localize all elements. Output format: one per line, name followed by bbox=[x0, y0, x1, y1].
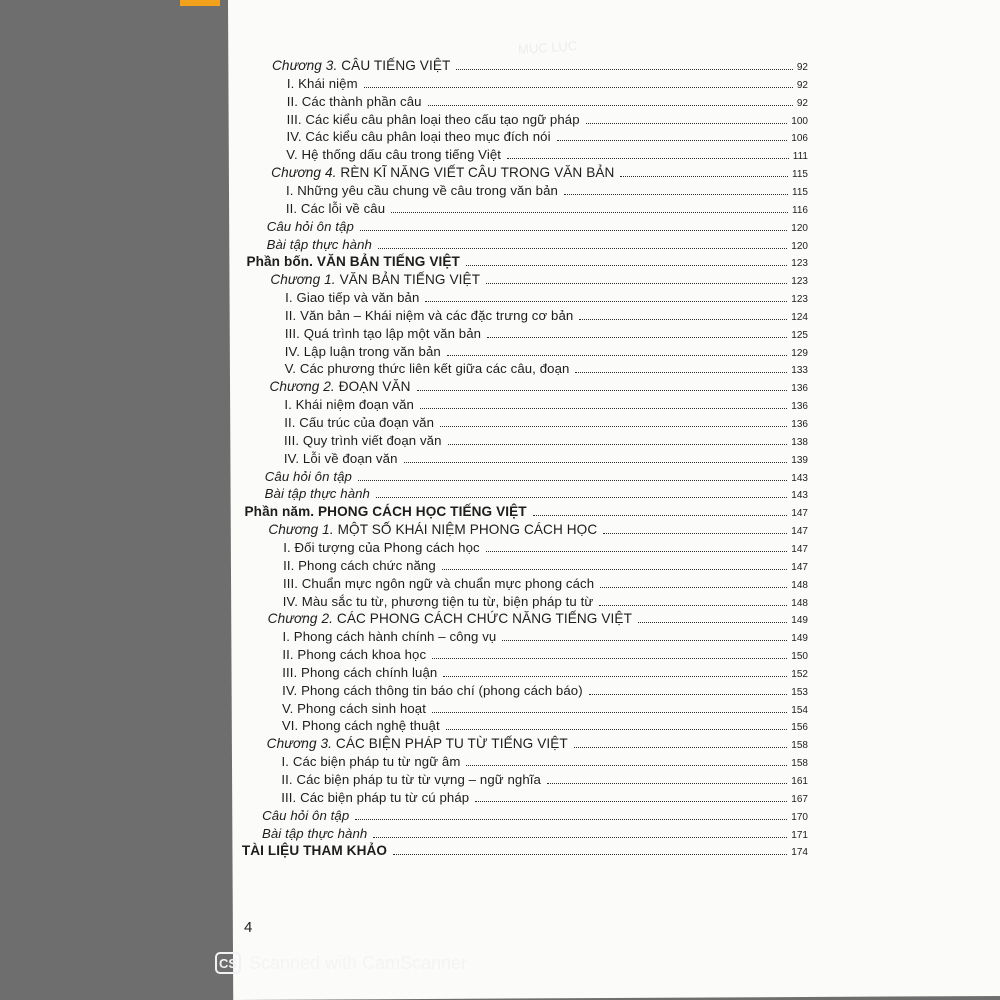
toc-entry-title bbox=[268, 522, 597, 537]
dot-leader bbox=[564, 194, 788, 195]
toc-page-number: 138 bbox=[791, 436, 808, 448]
dot-leader bbox=[420, 408, 787, 409]
dot-leader bbox=[547, 783, 787, 784]
toc-entry-title: II. Các biện pháp tu từ từ vựng – ngữ nghĩa bbox=[281, 772, 541, 787]
toc-chapter-title: RÈN KĨ NĂNG VIẾT CÂU TRONG VĂN BẢN bbox=[340, 165, 615, 181]
toc-chapter-prefix: Chương 1. bbox=[268, 522, 334, 538]
toc-chapter-prefix: Chương 3. bbox=[266, 736, 333, 752]
toc-entry-title: V. Các phương thức liên kết giữa các câu, đoạn bbox=[284, 361, 570, 377]
dot-leader bbox=[447, 355, 787, 356]
toc-page-number: 156 bbox=[791, 722, 808, 734]
toc-entry bbox=[245, 504, 809, 519]
toc-entry-title: VI. Phong cách nghệ thuật bbox=[281, 718, 440, 734]
toc-page-number: 147 bbox=[791, 508, 808, 520]
dot-leader bbox=[432, 712, 787, 713]
toc-entry bbox=[283, 576, 808, 591]
toc-entry bbox=[242, 843, 808, 858]
toc-page-number: 115 bbox=[792, 169, 808, 181]
toc-entry-title: V. Hệ thống dấu câu trong tiếng Việt bbox=[286, 147, 502, 163]
toc-chapter-title: CÁC BIỆN PHÁP TU TỪ TIẾNG VIỆT bbox=[335, 736, 568, 752]
toc-entry-title: Phần năm. PHONG CÁCH HỌC TIẾNG VIỆT bbox=[244, 504, 527, 520]
toc-entry-title: III. Quá trình tạo lập một văn bản bbox=[284, 325, 482, 341]
toc-entry bbox=[270, 272, 808, 287]
dot-leader bbox=[579, 319, 787, 320]
toc-entry bbox=[267, 219, 808, 234]
toc-entry-title: I. Đối tượng của Phong cách học bbox=[283, 539, 480, 555]
toc-page-number: 123 bbox=[791, 276, 808, 288]
dot-leader bbox=[502, 640, 787, 641]
toc-entry-title: II. Các lỗi về câu bbox=[285, 200, 386, 216]
dot-leader bbox=[432, 658, 787, 659]
toc-entry bbox=[287, 94, 808, 109]
toc-entry bbox=[285, 326, 808, 341]
toc-page-number: 167 bbox=[791, 793, 808, 805]
toc-entry-title: Câu hỏi ôn tập bbox=[266, 218, 354, 234]
camscanner-watermark bbox=[215, 952, 467, 974]
toc-entry bbox=[286, 183, 808, 198]
toc-entry-title: I. Phong cách hành chính – công vụ bbox=[282, 629, 497, 645]
toc-chapter-title: VĂN BẢN TIẾNG VIỆT bbox=[339, 272, 481, 288]
toc-page-number: 100 bbox=[791, 115, 808, 127]
toc-page-number: 106 bbox=[791, 133, 808, 145]
toc-entry-title: I. Khái niệm bbox=[286, 75, 358, 91]
toc-chapter-prefix: Chương 2. bbox=[267, 611, 334, 627]
toc-chapter-title: MỘT SỐ KHÁI NIỆM PHONG CÁCH HỌC bbox=[337, 522, 598, 538]
dot-leader bbox=[589, 694, 788, 695]
toc-page-number: 147 bbox=[791, 543, 808, 555]
toc-chapter-prefix: Chương 3. bbox=[272, 58, 338, 73]
toc-page-number: 115 bbox=[792, 186, 808, 198]
toc-page-number: 136 bbox=[791, 401, 808, 413]
toc-entry bbox=[285, 361, 808, 376]
toc-page-number: 149 bbox=[791, 633, 808, 645]
dot-leader bbox=[557, 140, 788, 141]
toc-chapter-prefix: Chương 1. bbox=[270, 272, 336, 288]
toc-entry-title: V. Phong cách sinh hoạt bbox=[281, 700, 427, 716]
toc-entry bbox=[246, 254, 808, 269]
toc-page-number: 92 bbox=[796, 97, 808, 109]
toc-entry-title: II. Phong cách khoa học bbox=[282, 647, 427, 663]
toc-entry bbox=[265, 486, 808, 501]
toc-entry-title: Phần bốn. VĂN BẢN TIẾNG VIỆT bbox=[246, 254, 460, 270]
toc-entry-title: IV. Lỗi về đoạn văn bbox=[283, 450, 398, 466]
toc-entry bbox=[282, 701, 808, 716]
toc-chapter-title: CÁC PHONG CÁCH CHỨC NĂNG TIẾNG VIỆT bbox=[336, 611, 632, 627]
toc-entry bbox=[284, 433, 808, 448]
dot-leader bbox=[428, 105, 793, 106]
toc-page-number: 120 bbox=[791, 240, 808, 252]
toc-entry-title bbox=[270, 272, 480, 287]
dot-leader bbox=[446, 729, 788, 730]
dot-leader bbox=[448, 444, 788, 445]
dot-leader bbox=[466, 265, 787, 266]
dot-leader bbox=[443, 676, 787, 677]
dot-leader bbox=[393, 854, 787, 855]
dot-leader bbox=[475, 801, 787, 802]
toc-entry bbox=[284, 415, 808, 430]
toc-entry-title: IV. Màu sắc tu từ, phương tiện tu từ, biện pháp tu từ bbox=[282, 593, 594, 609]
toc-page-number: 143 bbox=[791, 472, 808, 484]
toc-page-number: 92 bbox=[796, 62, 808, 73]
dot-leader bbox=[376, 497, 787, 498]
toc-entry-title bbox=[271, 165, 614, 180]
toc-entry-title bbox=[268, 611, 632, 626]
toc-entry bbox=[285, 308, 808, 323]
toc-page-number: 148 bbox=[791, 579, 808, 591]
toc-entry bbox=[286, 129, 808, 144]
toc-page-number: 111 bbox=[792, 151, 808, 163]
toc-entry-title: II. Cấu trúc của đoạn văn bbox=[284, 415, 435, 430]
toc-entry-title: I. Khái niệm đoạn văn bbox=[284, 397, 414, 413]
dot-leader bbox=[355, 819, 787, 820]
toc-entry bbox=[283, 540, 808, 555]
toc-entry bbox=[284, 397, 808, 412]
dot-leader bbox=[391, 212, 788, 213]
toc-entry bbox=[283, 594, 808, 609]
dot-leader bbox=[487, 337, 787, 338]
toc-entry-title: Bài tập thực hành bbox=[264, 486, 370, 502]
toc-entry bbox=[282, 754, 808, 769]
toc-entry-title: IV. Lập luận trong văn bản bbox=[284, 343, 441, 359]
toc-entry bbox=[282, 718, 808, 733]
toc-page-number: 161 bbox=[791, 776, 808, 787]
toc-entry-title: Bài tập thực hành bbox=[261, 825, 368, 841]
dot-leader bbox=[378, 248, 787, 249]
dot-leader bbox=[417, 390, 788, 391]
dot-leader bbox=[586, 123, 788, 124]
toc-entry-title: IV. Phong cách thông tin báo chí (phong cách báo) bbox=[282, 682, 583, 698]
toc-page-number: 154 bbox=[791, 704, 808, 716]
dot-leader bbox=[466, 765, 787, 766]
toc-page-number: 125 bbox=[791, 329, 808, 341]
toc-page-number: 120 bbox=[791, 222, 808, 234]
toc-entry-title: III. Các biện pháp tu từ cú pháp bbox=[281, 789, 470, 805]
toc-entry-title: III. Các kiểu câu phân loại theo cấu tạo ngữ pháp bbox=[286, 111, 580, 127]
toc-entry bbox=[285, 290, 808, 305]
toc-page-number: 123 bbox=[791, 258, 808, 270]
toc-entry-title: IV. Các kiểu câu phân loại theo mục đích nói bbox=[286, 129, 551, 145]
toc-chapter-prefix: Chương 2. bbox=[269, 379, 335, 395]
dot-leader bbox=[620, 176, 788, 177]
toc-entry-title: II. Phong cách chức năng bbox=[283, 557, 436, 573]
toc-page-number: 158 bbox=[791, 740, 808, 752]
toc-entry-title: Câu hỏi ôn tập bbox=[262, 807, 350, 823]
dot-leader bbox=[364, 87, 793, 88]
toc-entry bbox=[262, 826, 808, 841]
toc-page-number: 153 bbox=[791, 686, 808, 698]
toc-entry-title: I. Những yêu cầu chung về câu trong văn bản bbox=[286, 182, 558, 198]
toc-page-number: 143 bbox=[791, 490, 808, 502]
toc-entry-title: Câu hỏi ôn tập bbox=[264, 468, 352, 484]
toc-page-number: 148 bbox=[791, 597, 808, 609]
dot-leader bbox=[533, 515, 788, 516]
toc-entry bbox=[285, 344, 808, 359]
toc-entry bbox=[267, 736, 808, 751]
toc-entry-title: III. Quy trình viết đoạn văn bbox=[284, 432, 442, 448]
toc-page-number: 139 bbox=[791, 454, 808, 466]
dot-leader bbox=[358, 480, 787, 481]
toc-page-number: 124 bbox=[791, 311, 808, 323]
toc-entry bbox=[265, 469, 808, 484]
toc-chapter-title: CÂU TIẾNG VIỆT bbox=[341, 58, 451, 73]
camscanner-text: Scanned with CamScanner bbox=[249, 952, 468, 973]
dot-leader bbox=[486, 283, 787, 284]
dot-leader bbox=[486, 551, 788, 552]
toc-entry bbox=[271, 165, 808, 180]
toc-entry bbox=[282, 647, 808, 662]
toc-entry bbox=[272, 58, 808, 73]
dot-leader bbox=[575, 372, 787, 373]
toc-entry-title: II. Các thành phần câu bbox=[286, 93, 422, 109]
toc-entry-title: I. Giao tiếp và văn bản bbox=[285, 290, 420, 306]
toc-entry-title bbox=[269, 379, 410, 394]
toc-entry bbox=[262, 808, 808, 823]
toc-entry bbox=[284, 451, 808, 466]
toc-chapter-prefix: Chương 4. bbox=[271, 165, 337, 181]
toc-entry-title: III. Phong cách chính luận bbox=[282, 664, 438, 680]
toc-page-number: 147 bbox=[791, 561, 808, 573]
toc-page-number: 147 bbox=[791, 526, 808, 538]
toc-page-number: 92 bbox=[796, 79, 808, 91]
dot-leader bbox=[507, 158, 789, 159]
toc-page-number: 149 bbox=[791, 615, 808, 627]
toc-entry bbox=[269, 379, 808, 394]
dot-leader bbox=[456, 69, 792, 70]
toc-page-number: 133 bbox=[791, 365, 808, 377]
dot-leader bbox=[574, 747, 787, 748]
dot-leader bbox=[599, 605, 787, 606]
toc-entry bbox=[267, 237, 808, 252]
toc-entry bbox=[268, 611, 808, 626]
toc-entry bbox=[286, 201, 808, 216]
dot-leader bbox=[404, 462, 788, 463]
page-number: 4 bbox=[244, 919, 253, 936]
toc-entry bbox=[268, 522, 808, 537]
toc-page-number: 136 bbox=[791, 383, 808, 395]
dot-leader bbox=[360, 230, 787, 231]
toc-chapter-title: ĐOẠN VĂN bbox=[338, 379, 411, 395]
toc-page-number: 129 bbox=[791, 347, 808, 359]
toc-entry bbox=[283, 558, 808, 573]
toc-page-number: 116 bbox=[792, 204, 808, 216]
toc-entry-title: Bài tập thực hành bbox=[266, 236, 372, 252]
camscanner-logo-icon: CS bbox=[215, 952, 241, 974]
dot-leader bbox=[425, 301, 787, 302]
toc-entry bbox=[281, 790, 808, 805]
toc-page-number: 174 bbox=[791, 847, 808, 859]
toc-entry bbox=[282, 683, 808, 698]
toc-page-number: 170 bbox=[791, 811, 808, 823]
toc-page-number: 171 bbox=[791, 829, 808, 841]
toc-page-number: 152 bbox=[791, 668, 808, 680]
toc-entry-title: II. Văn bản – Khái niệm và các đặc trưng cơ bản bbox=[285, 307, 574, 323]
dot-leader bbox=[373, 837, 787, 838]
dot-leader bbox=[440, 426, 787, 427]
dot-leader bbox=[442, 569, 787, 570]
toc-entry bbox=[287, 112, 808, 127]
toc-entry-title: I. Các biện pháp tu từ ngữ âm bbox=[281, 754, 461, 770]
toc-page-number: 123 bbox=[791, 294, 808, 306]
toc-entry-title: TÀI LIỆU THAM KHẢO bbox=[241, 843, 388, 859]
toc-entry-title bbox=[267, 736, 568, 751]
toc-page-number: 158 bbox=[791, 758, 808, 770]
toc-entry-title: III. Chuẩn mực ngôn ngữ và chuẩn mực phong cách bbox=[282, 575, 595, 591]
toc-entry bbox=[281, 772, 808, 787]
toc-entry bbox=[282, 665, 808, 680]
dot-leader bbox=[638, 622, 787, 623]
dot-leader bbox=[603, 533, 787, 534]
toc-page-number: 136 bbox=[791, 419, 808, 430]
toc-entry-title bbox=[272, 58, 450, 73]
toc-entry bbox=[286, 147, 808, 162]
toc-entry bbox=[283, 629, 808, 644]
dot-leader bbox=[600, 587, 787, 588]
toc-entry bbox=[287, 76, 808, 91]
book-cover-edge bbox=[180, 0, 220, 6]
toc-page-number: 150 bbox=[791, 651, 808, 663]
